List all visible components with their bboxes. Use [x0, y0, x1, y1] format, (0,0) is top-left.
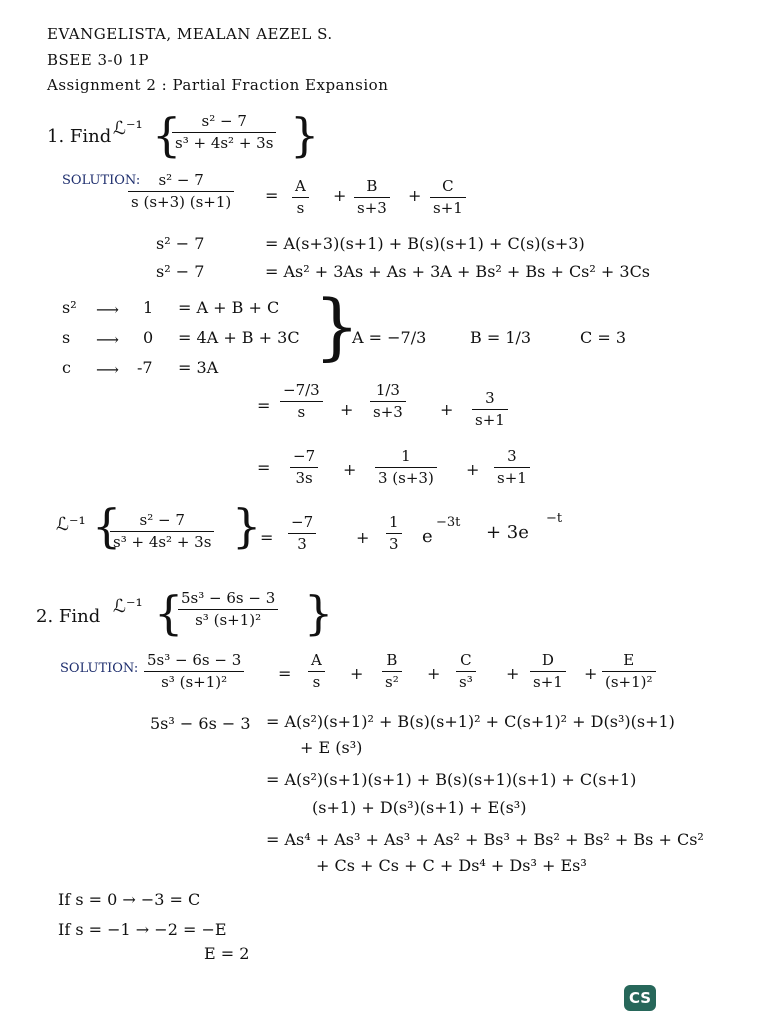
close-brace: } — [290, 108, 320, 162]
term-numerator: C — [442, 177, 454, 195]
fraction-bar — [288, 533, 316, 534]
equals-sign: = — [260, 528, 274, 547]
term-numerator: B — [386, 651, 398, 669]
equals-sign: = — [278, 664, 292, 683]
term-denominator: s+1 — [475, 411, 505, 430]
term-denominator: s — [297, 403, 306, 422]
fraction-bar — [375, 467, 437, 468]
fraction-bar — [354, 197, 390, 198]
problem2-solution-fraction — [144, 652, 244, 692]
term-numerator: D — [541, 651, 554, 669]
fraction-bar — [456, 671, 476, 672]
arrow-icon: ⟶ — [96, 300, 119, 319]
equation-rhs: = A(s+3)(s+1) + B(s)(s+1) + C(s)(s+3) — [265, 234, 585, 253]
term-numerator: 1 — [401, 447, 411, 465]
coef-val: -7 — [137, 358, 153, 377]
student-name: EVANGELISTA, MEALAN AEZEL S. — [47, 25, 333, 43]
fraction-bar — [178, 609, 278, 610]
coef-var: s² — [62, 298, 77, 317]
plus-sign: + — [340, 400, 354, 419]
camscanner-logo: CS — [624, 985, 656, 1011]
p2-term-d — [530, 652, 566, 692]
term-denominator: s+1 — [497, 469, 527, 488]
open-brace: { — [152, 108, 182, 162]
equation-rhs: = As² + 3As + As + 3A + Bs² + Bs + Cs² + 3Cs — [265, 262, 651, 281]
term-denominator: 3 — [297, 535, 307, 554]
fraction-numerator: 5s³ − 6s − 3 — [181, 589, 276, 607]
exp-base: e — [422, 526, 433, 547]
problem2-title: 2. Find — [36, 606, 101, 627]
fraction-numerator: s² − 7 — [201, 112, 247, 130]
term-denominator: s³ — [459, 673, 473, 692]
term-denominator: s+3 — [357, 199, 387, 218]
substitution-line: If s = 0 → −3 = C — [58, 890, 201, 909]
plus-sign: + — [343, 460, 357, 479]
laplace-inverse-op: ℒ⁻¹ — [113, 118, 143, 139]
problem1-fraction — [172, 113, 276, 153]
problem1-title: 1. Find — [47, 126, 112, 147]
result-b: B = 1/3 — [470, 328, 532, 347]
course-section: BSEE 3-0 1P — [47, 51, 150, 69]
equals-sign: = — [257, 396, 271, 415]
term-denominator: s — [312, 673, 321, 692]
coef-val: 0 — [143, 328, 154, 347]
open-brace: { — [92, 499, 122, 553]
p2-term-a — [308, 652, 325, 692]
laplace-inverse-op: ℒ⁻¹ — [56, 514, 86, 535]
fraction-denominator: s³ + 4s² + 3s — [175, 134, 274, 153]
open-brace: { — [154, 586, 184, 640]
term-numerator: −7 — [293, 447, 316, 465]
sub2-term-c — [494, 448, 530, 488]
plus-sign: + — [350, 664, 364, 683]
p2-term-e — [602, 652, 656, 692]
exp-power: −3t — [436, 515, 461, 530]
term-numerator: 3 — [485, 389, 495, 407]
fraction-bar — [382, 671, 402, 672]
arrow-icon: ⟶ — [96, 360, 119, 379]
system-eq: = A + B + C — [178, 298, 280, 317]
equals-sign: = — [265, 186, 279, 205]
term-denominator: s+1 — [533, 673, 563, 692]
result-a: A = −7/3 — [352, 328, 427, 347]
term-numerator: A — [295, 177, 306, 195]
plus-sign: + — [333, 186, 347, 205]
term-a — [292, 178, 309, 218]
plus-sign: + — [356, 528, 370, 547]
fraction-bar — [144, 671, 244, 672]
solution-label: SOLUTION: — [60, 661, 139, 676]
term-denominator: s+1 — [433, 199, 463, 218]
sub1-term-a — [280, 382, 323, 422]
fraction-bar — [290, 467, 318, 468]
term-numerator: −7/3 — [283, 381, 320, 399]
expansion-line: = A(s²)(s+1)(s+1) + B(s)(s+1)(s+1) + C(s+1) — [266, 770, 637, 789]
sub1-term-c — [472, 390, 508, 430]
system-eq: = 3A — [178, 358, 219, 377]
system-eq: = 4A + B + 3C — [178, 328, 300, 347]
term-denominator: 3 — [389, 535, 399, 554]
fraction-bar — [308, 671, 325, 672]
exp-power: −t — [546, 511, 563, 526]
fraction-bar — [280, 401, 323, 402]
term-denominator: 3s — [295, 469, 313, 488]
fraction-bar — [530, 671, 566, 672]
final-term-c: + 3e — [486, 522, 529, 543]
equation-lhs: 5s³ − 6s − 3 — [150, 714, 251, 733]
term-numerator: 3 — [507, 447, 517, 465]
expansion-line: = A(s²)(s+1)² + B(s)(s+1)² + C(s+1)² + D(s³)(s+1) — [266, 712, 675, 731]
arrow-icon: ⟶ — [96, 330, 119, 349]
sub2-term-a — [290, 448, 318, 488]
fraction-bar — [386, 533, 402, 534]
term-numerator: A — [311, 651, 322, 669]
final-lhs-fraction — [110, 512, 214, 552]
p2-term-b — [382, 652, 402, 692]
plus-sign: + — [584, 664, 598, 683]
sub2-term-b — [375, 448, 437, 488]
coef-var: c — [62, 358, 71, 377]
equation-lhs: s² − 7 — [156, 234, 205, 253]
final-term-b — [386, 514, 402, 554]
final-term-a — [288, 514, 316, 554]
fraction-bar — [172, 132, 276, 133]
equation-lhs: s² − 7 — [156, 262, 205, 281]
problem2-fraction — [178, 590, 278, 630]
result-c: C = 3 — [580, 328, 626, 347]
term-numerator: C — [460, 651, 472, 669]
expansion-line: + E (s³) — [300, 738, 363, 757]
expansion-line: + Cs + Cs + C + Ds⁴ + Ds³ + Es³ — [316, 856, 587, 875]
fraction-denominator: s³ (s+1)² — [161, 673, 228, 692]
fraction-numerator: 5s³ − 6s − 3 — [147, 651, 242, 669]
fraction-bar — [110, 531, 214, 532]
fraction-numerator: s² − 7 — [139, 511, 185, 529]
term-denominator: (s+1)² — [605, 673, 653, 692]
sub1-term-b — [370, 382, 406, 422]
substitution-line: E = 2 — [204, 944, 250, 963]
coef-val: 1 — [143, 298, 154, 317]
plus-sign: + — [408, 186, 422, 205]
fraction-numerator: s² − 7 — [158, 171, 204, 189]
term-denominator: s² — [385, 673, 399, 692]
term-denominator: s+3 — [373, 403, 403, 422]
term-numerator: 1/3 — [375, 381, 400, 399]
laplace-inverse-op: ℒ⁻¹ — [113, 596, 143, 617]
solution-label: SOLUTION: — [62, 173, 141, 188]
fraction-bar — [128, 191, 234, 192]
close-brace: } — [304, 586, 334, 640]
fraction-bar — [292, 197, 309, 198]
term-numerator: B — [366, 177, 378, 195]
term-denominator: 3 (s+3) — [378, 469, 434, 488]
fraction-denominator: s³ (s+1)² — [195, 611, 262, 630]
p2-term-c — [456, 652, 476, 692]
close-brace: } — [232, 499, 262, 553]
expansion-line: (s+1) + D(s³)(s+1) + E(s³) — [312, 798, 527, 817]
fraction-denominator: s³ + 4s² + 3s — [113, 533, 212, 552]
term-c — [430, 178, 466, 218]
substitution-line: If s = −1 → −2 = −E — [58, 920, 227, 939]
term-b — [354, 178, 390, 218]
expansion-line: = As⁴ + As³ + As³ + As² + Bs³ + Bs² + Bs² + Bs + Cs² — [266, 830, 704, 849]
fraction-bar — [370, 401, 406, 402]
assignment-title: Assignment 2 : Partial Fraction Expansion — [47, 76, 389, 94]
term-numerator: −7 — [291, 513, 314, 531]
term-numerator: E — [623, 651, 635, 669]
fraction-bar — [494, 467, 530, 468]
fraction-bar — [472, 409, 508, 410]
term-numerator: 1 — [389, 513, 399, 531]
problem1-solution-fraction — [128, 172, 234, 212]
fraction-denominator: s (s+3) (s+1) — [131, 193, 232, 212]
fraction-bar — [430, 197, 466, 198]
plus-sign: + — [427, 664, 441, 683]
plus-sign: + — [506, 664, 520, 683]
plus-sign: + — [440, 400, 454, 419]
fraction-bar — [602, 671, 656, 672]
system-brace: } — [314, 284, 360, 368]
coef-var: s — [62, 328, 71, 347]
term-denominator: s — [296, 199, 305, 218]
equals-sign: = — [257, 458, 271, 477]
plus-sign: + — [466, 460, 480, 479]
